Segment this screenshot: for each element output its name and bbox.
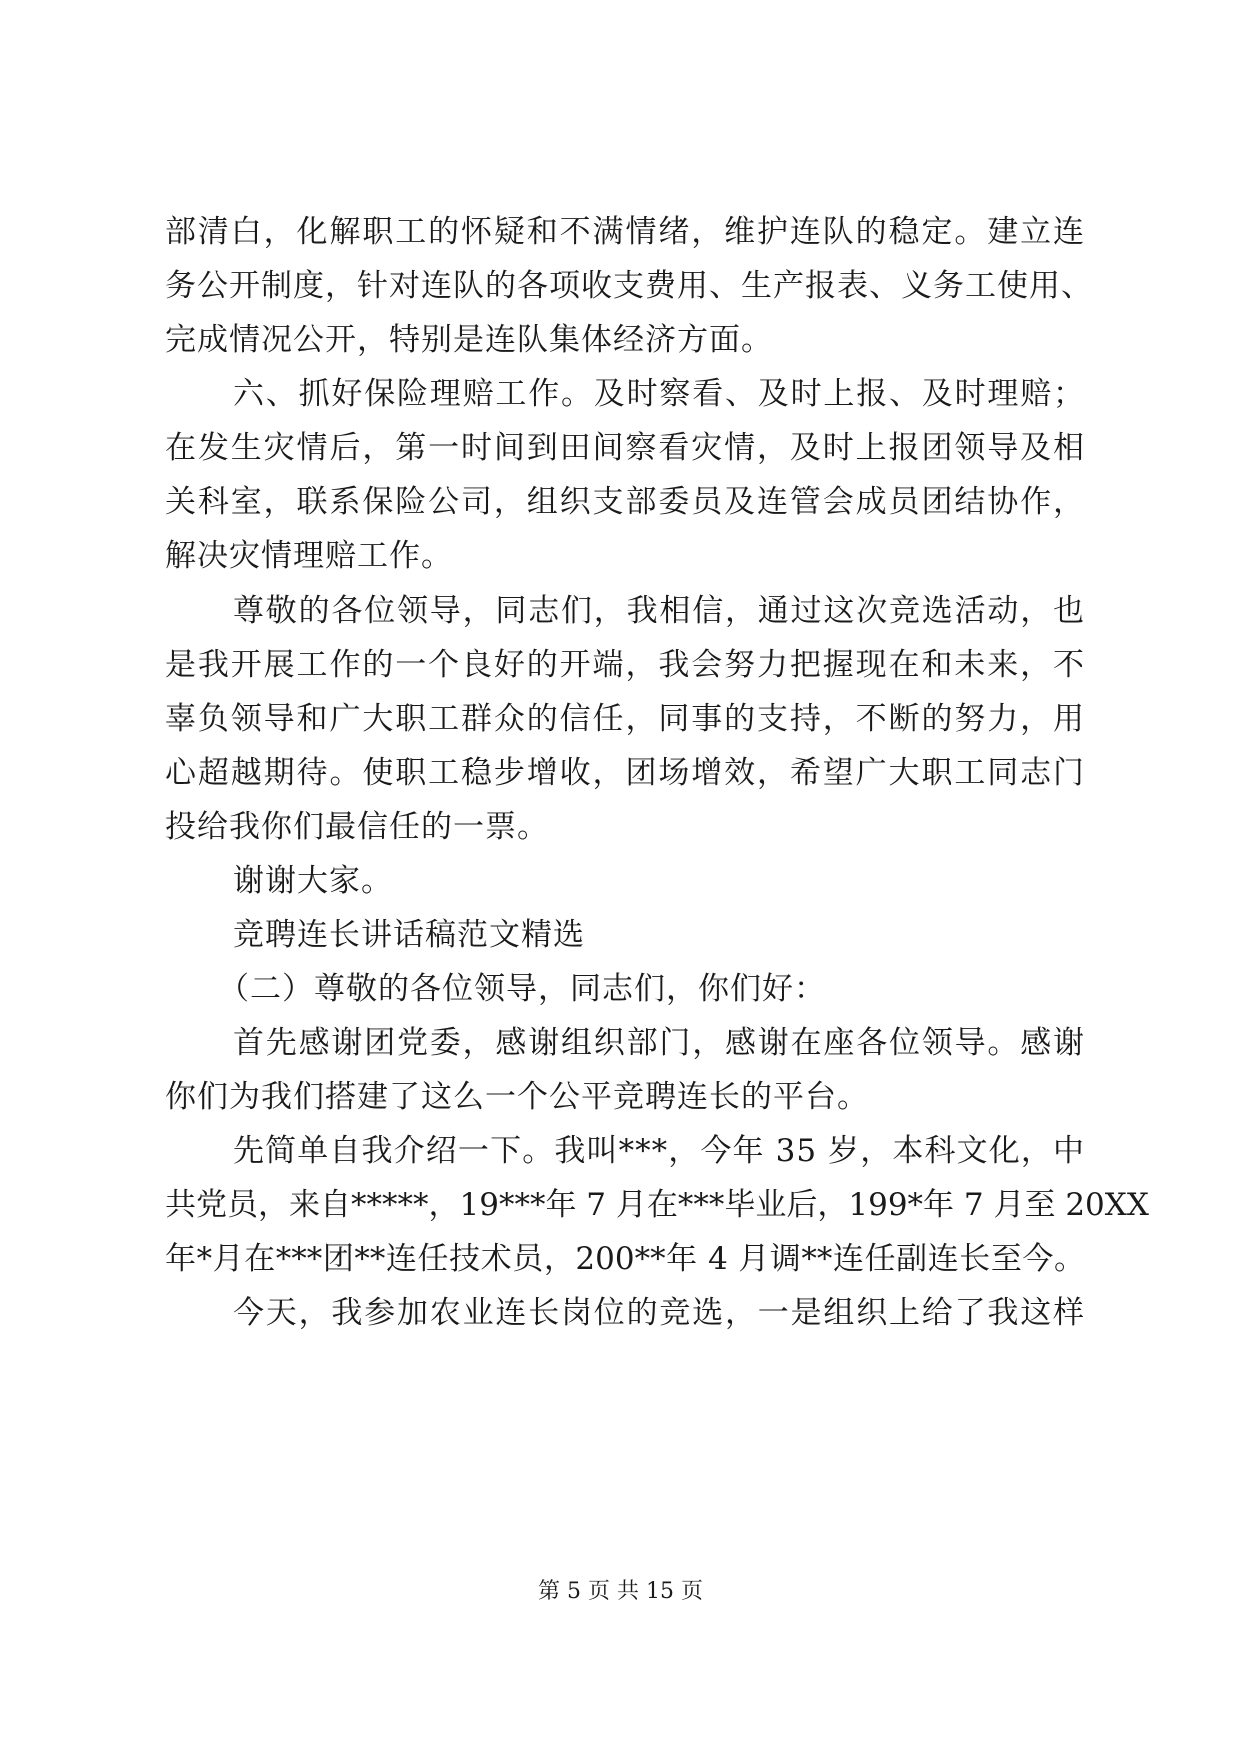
body-text-line: 尊敬的各位领导，同志们，我相信，通过这次竞选活动，也 xyxy=(233,593,1085,629)
body-text-line: 共党员，来自*****，19***年 7 月在***毕业后，199*年 7 月至 20XX xyxy=(165,1187,1149,1223)
body-text-line: （二）尊敬的各位领导，同志们，你们好： xyxy=(218,971,826,1007)
body-text-line: 完成情况公开，特别是连队集体经济方面。 xyxy=(165,322,773,358)
body-text-line: 在发生灾情后，第一时间到田间察看灾情，及时上报团领导及相 xyxy=(165,430,1085,466)
body-text-line: 关科室，联系保险公司，组织支部委员及连管会成员团结协作， xyxy=(165,484,1085,520)
body-text-line: 心超越期待。使职工稳步增收，团场增效，希望广大职工同志门 xyxy=(165,755,1085,791)
body-text-line: 年*月在***团**连任技术员，200**年 4 月调**连任副连长至今。 xyxy=(165,1241,1085,1277)
body-text-line: 你们为我们搭建了这么一个公平竞聘连长的平台。 xyxy=(165,1079,869,1115)
body-text-line: 部清白，化解职工的怀疑和不满情绪，维护连队的稳定。建立连 xyxy=(165,214,1085,250)
body-text-line: 六、抓好保险理赔工作。及时察看、及时上报、及时理赔； xyxy=(233,376,1085,412)
body-text-line: 务公开制度，针对连队的各项收支费用、生产报表、义务工使用、 xyxy=(165,268,1093,304)
body-text-line: 首先感谢团党委，感谢组织部门，感谢在座各位领导。感谢 xyxy=(233,1025,1085,1061)
body-text-line: 今天，我参加农业连长岗位的竞选，一是组织上给了我这样 xyxy=(233,1295,1085,1331)
section-title: 竞聘连长讲话稿范文精选 xyxy=(233,917,585,953)
body-text-line: 解决灾情理赔工作。 xyxy=(165,538,453,574)
page-number-footer: 第 5 页 共 15 页 xyxy=(538,1579,703,1604)
body-text-line: 辜负领导和广大职工群众的信任，同事的支持，不断的努力，用 xyxy=(165,701,1085,737)
body-text-line: 投给我你们最信任的一票。 xyxy=(165,809,549,845)
body-text-line: 先简单自我介绍一下。我叫***，今年 35 岁，本科文化，中 xyxy=(233,1133,1085,1169)
body-text-line: 谢谢大家。 xyxy=(233,863,393,899)
body-text-line: 是我开展工作的一个良好的开端，我会努力把握现在和未来，不 xyxy=(165,647,1085,683)
